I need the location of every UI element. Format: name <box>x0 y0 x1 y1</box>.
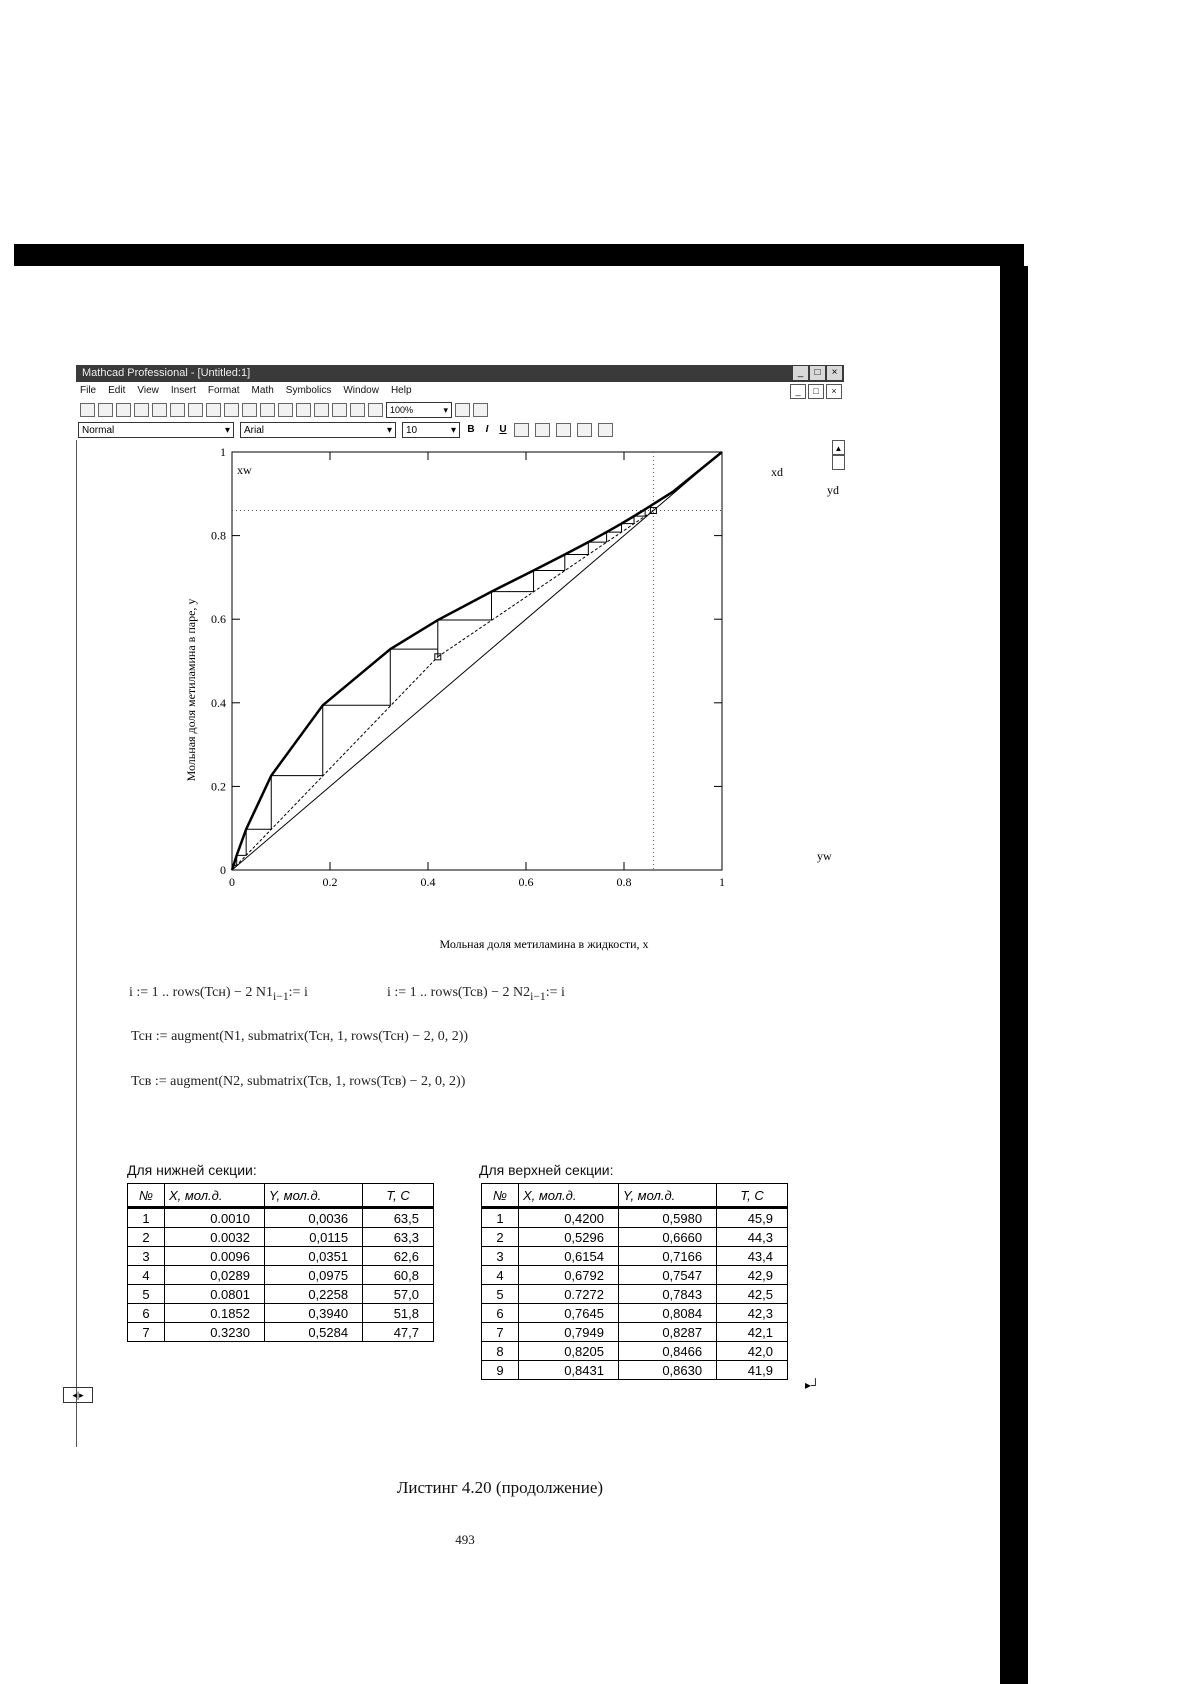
cell-number: 9 <box>482 1361 519 1380</box>
table-row <box>128 1266 434 1285</box>
page-number: 493 <box>455 1532 475 1547</box>
x-tick-label: 0.2 <box>322 875 338 889</box>
menu-help[interactable]: Help <box>390 385 412 396</box>
cell-t: 41,9 <box>717 1361 788 1380</box>
cell-t: 43,4 <box>717 1247 788 1266</box>
cell-x: 0,8431 <box>518 1361 618 1380</box>
maximize-button[interactable]: □ <box>810 366 825 380</box>
table-row <box>482 1247 788 1266</box>
lower-section-caption: Для нижней секции: <box>127 1162 257 1178</box>
save-icon[interactable] <box>116 403 131 417</box>
style-value: Normal <box>82 424 115 436</box>
cell-y: 0,6660 <box>618 1228 716 1247</box>
zoom-value: 100% <box>390 405 414 415</box>
formula-sub-lower: i−1 <box>273 989 289 1003</box>
cell-y: 0,7843 <box>618 1285 716 1304</box>
window-title: Mathcad Professional - [Untitled:1] <box>82 367 251 379</box>
table-row <box>128 1228 434 1247</box>
cell-t: 63,5 <box>363 1208 434 1228</box>
col-header-number: № <box>128 1184 165 1208</box>
insert-function-icon[interactable] <box>296 403 311 417</box>
zoom-select[interactable] <box>386 402 452 418</box>
y-tick-label: 0.2 <box>211 779 226 794</box>
cell-y: 0,7166 <box>618 1247 716 1266</box>
y-tick-label: 0.8 <box>211 528 226 543</box>
cell-x: 0.1852 <box>164 1304 264 1323</box>
x-tick-label: 0.4 <box>420 875 436 889</box>
cell-x: 0,7949 <box>518 1323 618 1342</box>
x-tick-label: 1 <box>719 875 725 889</box>
cell-number: 5 <box>128 1285 165 1304</box>
table-row <box>482 1323 788 1342</box>
cell-number: 6 <box>482 1304 519 1323</box>
lower-section-table[interactable] <box>127 1183 434 1342</box>
cell-number: 2 <box>482 1228 519 1247</box>
table-row <box>482 1266 788 1285</box>
formatting-toolbar <box>76 420 844 440</box>
cell-number: 1 <box>128 1208 165 1228</box>
cell-t: 45,9 <box>717 1208 788 1228</box>
resource-center-icon[interactable] <box>455 403 470 417</box>
menu-math[interactable]: Math <box>251 385 274 396</box>
redo-icon[interactable] <box>260 403 275 417</box>
x-tick-label: 0.8 <box>616 875 632 889</box>
new-icon[interactable] <box>80 403 95 417</box>
cell-x: 0.0801 <box>164 1285 264 1304</box>
table-row <box>128 1208 434 1228</box>
x-axis-label: Мольная доля метиламина в жидкости, x <box>439 937 649 951</box>
bold-button[interactable]: B <box>467 424 475 435</box>
cell-t: 42,1 <box>717 1323 788 1342</box>
standard-toolbar <box>76 400 844 420</box>
cell-t: 60,8 <box>363 1266 434 1285</box>
cell-y: 0,2258 <box>264 1285 362 1304</box>
calculate-icon[interactable] <box>332 403 347 417</box>
cell-y: 0,0351 <box>264 1247 362 1266</box>
chevron-down-icon: ▾ <box>450 424 456 436</box>
x-tick-label: 0 <box>229 875 235 889</box>
copy-icon[interactable] <box>206 403 221 417</box>
upper-section-table[interactable] <box>481 1183 788 1380</box>
cell-number: 7 <box>482 1323 519 1342</box>
cell-y: 0,7547 <box>618 1266 716 1285</box>
formula-range-lower: i := 1 .. rows(Tcн) − 2 N1 <box>129 985 274 1000</box>
cut-icon[interactable] <box>188 403 203 417</box>
worksheet[interactable] <box>72 440 844 1447</box>
table-row <box>128 1285 434 1304</box>
cell-number: 7 <box>128 1323 165 1342</box>
style-select[interactable] <box>78 422 234 438</box>
resize-grip-icon[interactable]: ▸┘ <box>805 1378 820 1392</box>
cell-t: 42,9 <box>717 1266 788 1285</box>
cell-t: 62,6 <box>363 1247 434 1266</box>
print-icon[interactable] <box>134 403 149 417</box>
scroll-up-arrow-icon[interactable]: ▲ <box>832 440 845 455</box>
numbering-icon[interactable] <box>598 423 613 437</box>
resource-icon[interactable] <box>368 403 383 417</box>
cell-number: 6 <box>128 1304 165 1323</box>
formula-augment-lower[interactable]: Tcн := augment(N1, submatrix(Tcн, 1, rows(Tcн) − 2, 0, 2)) <box>131 1029 469 1044</box>
formula-augment-upper[interactable]: Tcв := augment(N2, submatrix(Tcв, 1, rows(Tcв) − 2, 0, 2)) <box>131 1074 466 1089</box>
y-tick-label: 0.6 <box>211 612 226 627</box>
undo-icon[interactable] <box>242 403 257 417</box>
col-header-x: X, мол.д. <box>164 1184 264 1208</box>
cell-t: 42,5 <box>717 1285 788 1304</box>
y-tick-label: 0.4 <box>211 695 226 710</box>
close-button[interactable]: × <box>827 366 842 380</box>
table-row <box>482 1285 788 1304</box>
italic-button[interactable]: I <box>485 424 489 435</box>
cell-number: 4 <box>482 1266 519 1285</box>
cell-x: 0,0289 <box>164 1266 264 1285</box>
menu-window[interactable]: Window <box>343 385 379 396</box>
underline-button[interactable]: U <box>499 424 507 435</box>
xy-plot[interactable] <box>167 440 907 960</box>
cell-y: 0,8084 <box>618 1304 716 1323</box>
insert-unit-icon[interactable] <box>314 403 329 417</box>
cell-y: 0,0036 <box>264 1208 362 1228</box>
cell-x: 0.0096 <box>164 1247 264 1266</box>
cell-x: 0.0010 <box>164 1208 264 1228</box>
cell-x: 0.0032 <box>164 1228 264 1247</box>
table-row <box>482 1304 788 1323</box>
cell-y: 0,8466 <box>618 1342 716 1361</box>
col-header-t: T, C <box>363 1184 434 1208</box>
table-row <box>482 1228 788 1247</box>
annotation-yw: yw <box>817 849 832 863</box>
chevron-down-icon: ▾ <box>386 424 392 436</box>
menu-insert[interactable]: Insert <box>170 385 196 396</box>
chevron-down-icon: ▾ <box>443 404 448 415</box>
doc-maximize-button[interactable]: □ <box>808 384 824 399</box>
menu-symbolics[interactable]: Symbolics <box>285 385 332 396</box>
scan-border-right <box>1000 266 1028 1684</box>
cell-x: 0,5296 <box>518 1228 618 1247</box>
cell-number: 2 <box>128 1228 165 1247</box>
paste-icon[interactable] <box>224 403 239 417</box>
table-row <box>482 1208 788 1228</box>
y-tick-label: 0 <box>220 863 226 877</box>
cell-x: 0.3230 <box>164 1323 264 1342</box>
formula-assign-lower: := i <box>288 985 308 1000</box>
align-left-icon[interactable] <box>514 423 529 437</box>
title-bar <box>76 365 844 382</box>
col-header-number: № <box>482 1184 519 1208</box>
spell-check-icon[interactable] <box>170 403 185 417</box>
annotation-xw: xw <box>237 463 252 477</box>
print-preview-icon[interactable] <box>152 403 167 417</box>
upper-section-caption: Для верхней секции: <box>479 1162 614 1178</box>
menu-bar <box>76 382 844 400</box>
cell-number: 4 <box>128 1266 165 1285</box>
table-row <box>128 1323 434 1342</box>
cell-y: 0,5284 <box>264 1323 362 1342</box>
help-icon[interactable] <box>473 403 488 417</box>
window-controls <box>793 366 842 380</box>
minimize-button[interactable]: _ <box>793 366 808 380</box>
formula-range-upper: i := 1 .. rows(Tcв) − 2 N2 <box>387 985 531 1000</box>
formula-assign-upper: := i <box>545 985 565 1000</box>
size-select[interactable] <box>402 422 460 438</box>
x-tick-label: 0.6 <box>518 875 534 889</box>
cell-y: 0,5980 <box>618 1208 716 1228</box>
scan-border-top <box>14 244 1024 266</box>
cell-number: 1 <box>482 1208 519 1228</box>
menu-file[interactable]: File <box>80 385 97 396</box>
doc-minimize-button[interactable]: _ <box>790 384 806 399</box>
y-axis-label: Мольная доля метиламина в паре, y <box>184 598 198 782</box>
font-select[interactable] <box>240 422 396 438</box>
table-row <box>128 1304 434 1323</box>
diagonal-line <box>232 452 722 870</box>
formula-row-upper[interactable] <box>387 985 565 1003</box>
cell-t: 51,8 <box>363 1304 434 1323</box>
cell-x: 0,6792 <box>518 1266 618 1285</box>
cell-y: 0,8630 <box>618 1361 716 1380</box>
cell-number: 3 <box>482 1247 519 1266</box>
bullets-icon[interactable] <box>577 423 592 437</box>
cell-y: 0,0115 <box>264 1228 362 1247</box>
size-value: 10 <box>406 424 418 436</box>
cell-x: 0,4200 <box>518 1208 618 1228</box>
cell-y: 0,8287 <box>618 1323 716 1342</box>
stage-steps <box>232 509 645 869</box>
cell-t: 44,3 <box>717 1228 788 1247</box>
align-center-icon[interactable] <box>535 423 550 437</box>
cell-number: 8 <box>482 1342 519 1361</box>
table-row <box>128 1247 434 1266</box>
menu-edit[interactable]: Edit <box>108 385 126 396</box>
menu-view[interactable]: View <box>137 385 159 396</box>
stripping-operating-line <box>232 657 438 870</box>
cell-x: 0,8205 <box>518 1342 618 1361</box>
formula-sub-upper: i−1 <box>530 989 546 1003</box>
col-header-y: Y, мол.д. <box>264 1184 362 1208</box>
annotation-xd: xd <box>771 465 783 479</box>
col-header-y: Y, мол.д. <box>618 1184 716 1208</box>
annotation-yd: yd <box>827 483 839 497</box>
listing-caption: Листинг 4.20 (продолжение) <box>396 1478 604 1497</box>
doc-window-controls <box>790 384 842 399</box>
cell-x: 0.7272 <box>518 1285 618 1304</box>
align-icon[interactable] <box>278 403 293 417</box>
cell-t: 42,0 <box>717 1342 788 1361</box>
chevron-down-icon: ▾ <box>224 424 230 436</box>
open-icon[interactable] <box>98 403 113 417</box>
table-row <box>482 1342 788 1361</box>
cell-number: 3 <box>128 1247 165 1266</box>
cell-x: 0,6154 <box>518 1247 618 1266</box>
horizontal-scroll-arrows-icon[interactable]: ◂|▸ <box>63 1387 93 1403</box>
col-header-t: T, C <box>717 1184 788 1208</box>
cell-y: 0,0975 <box>264 1266 362 1285</box>
cell-t: 42,3 <box>717 1304 788 1323</box>
align-right-icon[interactable] <box>556 423 571 437</box>
cell-x: 0,7645 <box>518 1304 618 1323</box>
component-icon[interactable] <box>350 403 365 417</box>
cell-t: 47,7 <box>363 1323 434 1342</box>
menu-format[interactable]: Format <box>207 385 240 396</box>
cell-y: 0,3940 <box>264 1304 362 1323</box>
cell-number: 5 <box>482 1285 519 1304</box>
y-tick-label: 1 <box>220 445 226 459</box>
cell-t: 63,3 <box>363 1228 434 1247</box>
mathcad-window <box>72 365 844 1447</box>
doc-close-button[interactable]: × <box>826 384 842 399</box>
cell-t: 57,0 <box>363 1285 434 1304</box>
table-row <box>482 1361 788 1380</box>
font-value: Arial <box>244 424 265 436</box>
formula-row-lower[interactable] <box>129 985 308 1003</box>
col-header-x: X, мол.д. <box>518 1184 618 1208</box>
